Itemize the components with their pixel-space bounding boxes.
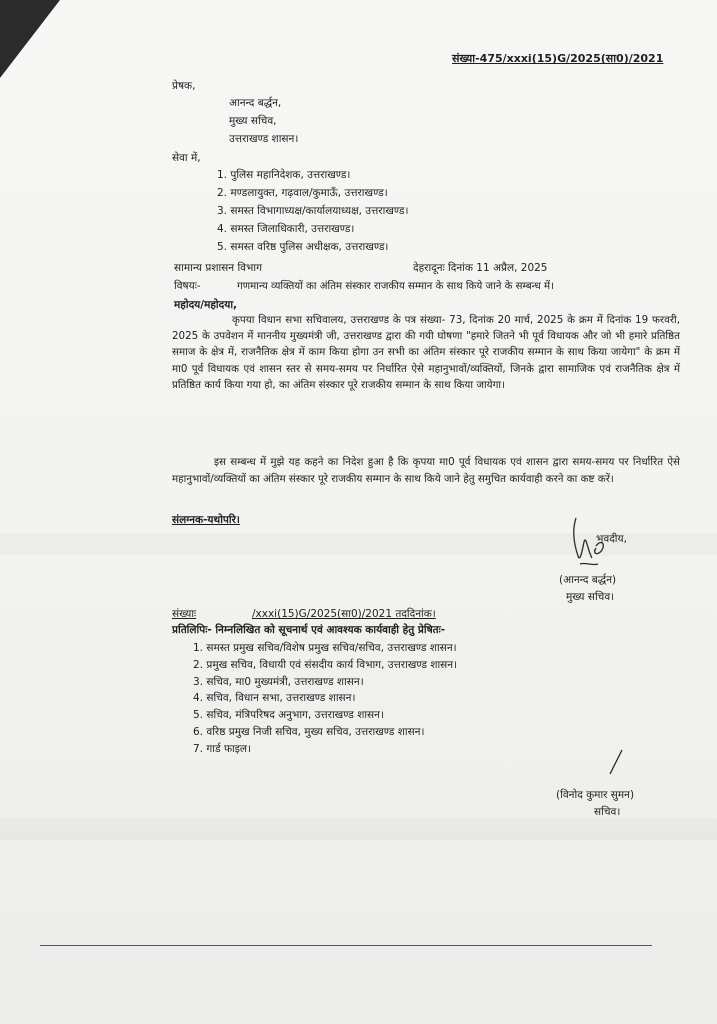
department-name: सामान्य प्रशासन विभाग: [174, 262, 263, 274]
copy-ref-label: संख्याः: [172, 608, 197, 620]
sender-name: आनन्द बर्द्धन,: [229, 97, 282, 109]
signatory-designation: मुख्य सचिव।: [566, 591, 615, 603]
scan-corner-shadow: [0, 0, 60, 78]
reference-number: संख्या-475/xxxi(15)G/2025(सा0)/2021: [452, 52, 664, 65]
enclosure-note: संलग्नक-यथोपरि।: [172, 514, 240, 526]
recipient-item: 2. मण्डलायुक्त, गढ़वाल/कुमाऊँ, उत्तराखण्ड।: [217, 187, 388, 199]
body-paragraph-2-text: इस सम्बन्ध में मुझे यह कहने का निदेश हुआ है कि कृपया मा0 पूर्व विधायक एवं शासन द्वारा समय-समय पर निर्धारित ऐसे महानुभावों/व्यक्तियों का अंतिम संस्कार पूरे राजकीय सम्मान के साथ किये जाने हेतु समुचित कार्यवाही करने का कष्ट करें।: [172, 456, 680, 485]
second-signatory-designation: सचिव।: [594, 806, 621, 818]
sender-office: उत्तराखण्ड शासन।: [229, 133, 299, 145]
copy-intro: प्रतिलिपिः- निम्नलिखित को सूचनार्थ एवं आवश्यक कार्यवाही हेतु प्रेषितः-: [172, 624, 446, 636]
body-paragraph-1-text: कृपया विधान सभा सचिवालय, उत्तराखण्ड के पत्र संख्या- 73, दिनांक 20 मार्च, 2025 के क्रम में दिनांक 19 फरवरी, 2025 के उपवेशन में माननीय मुख्यमंत्री जी, उत्तराखण्ड द्वारा की गयी घोषणा "हमारे जितने भी पूर्व विधायक और जो भी हमारे प्रतिष्ठित समाज के क्षेत्र में, राजनैतिक क्षेत्र में काम किया होगा उन सभी का अंतिम संस्कार पूरे राजकीय सम्मान के साथ किया जायेगा" के क्रम में मा0 पूर्व विधायक एवं शासन स्तर से समय-समय पर निर्धारित ऐसे महानुभावों/व्यक्तियों, जिनके द्वारा सामाजिक एवं राजनैतिक क्षेत्र में प्रतिष्ठित कार्य किया गया हो, का अंतिम संस्कार पूरे राजकीय सम्मान के साथ किया जायेगा।: [172, 314, 680, 391]
recipient-item: 3. समस्त विभागाध्यक्ष/कार्यालयाध्यक्ष, उत्तराखण्ड।: [217, 205, 409, 217]
subject-label: विषयः-: [174, 280, 201, 292]
recipients-label: सेवा में,: [172, 152, 201, 164]
copy-item: 6. वरिष्ठ प्रमुख निजी सचिव, मुख्य सचिव, उत्तराखण्ड शासन।: [193, 726, 425, 738]
signatory-name: (आनन्द बर्द्धन): [559, 574, 617, 586]
sender-designation: मुख्य सचिव,: [229, 115, 277, 127]
closing-bhavdiya: भवदीय,: [596, 533, 627, 545]
body-paragraph-2: [172, 454, 680, 488]
copy-item: 3. सचिव, मा0 मुख्यमंत्री, उत्तराखण्ड शासन।: [193, 676, 364, 688]
copy-ref-number: /xxxi(15)G/2025(सा0)/2021 तददिनांक।: [252, 608, 436, 620]
copy-item: 2. प्रमुख सचिव, विधायी एवं संसदीय कार्य विभाग, उत्तराखण्ड शासन।: [193, 659, 458, 671]
copy-item: 7. गार्ड फाइल।: [193, 743, 252, 755]
sender-label: प्रेषक,: [172, 80, 196, 92]
recipient-item: 4. समस्त जिलाधिकारी, उत्तराखण्ड।: [217, 223, 355, 235]
place-date: देहरादूनः दिनांक 11 अप्रैल, 2025: [413, 262, 548, 274]
bottom-divider: [40, 945, 652, 946]
recipient-item: 5. समस्त वरिष्ठ पुलिस अधीक्षक, उत्तराखण्ड।: [217, 241, 389, 253]
copy-item: 5. सचिव, मंत्रिपरिषद अनुभाग, उत्तराखण्ड शासन।: [193, 709, 384, 721]
scan-artifact-band: [0, 818, 717, 840]
recipient-item: 1. पुलिस महानिदेशक, उत्तराखण्ड।: [217, 169, 351, 181]
second-signatory-name: (विनोद कुमार सुमन): [556, 789, 635, 801]
copy-item: 4. सचिव, विधान सभा, उत्तराखण्ड शासन।: [193, 692, 356, 704]
body-paragraph-1: [172, 312, 680, 393]
salutation: महोदय/महोदया,: [174, 299, 238, 311]
signature-vinod-kumar-suman: [600, 748, 630, 778]
subject-text: गणमान्य व्यक्तियों का अंतिम संस्कार राजकीय सम्मान के साथ किये जाने के सम्बन्ध में।: [237, 281, 554, 292]
copy-item: 1. समस्त प्रमुख सचिव/विशेष प्रमुख सचिव/सचिव, उत्तराखण्ड शासन।: [193, 642, 457, 654]
